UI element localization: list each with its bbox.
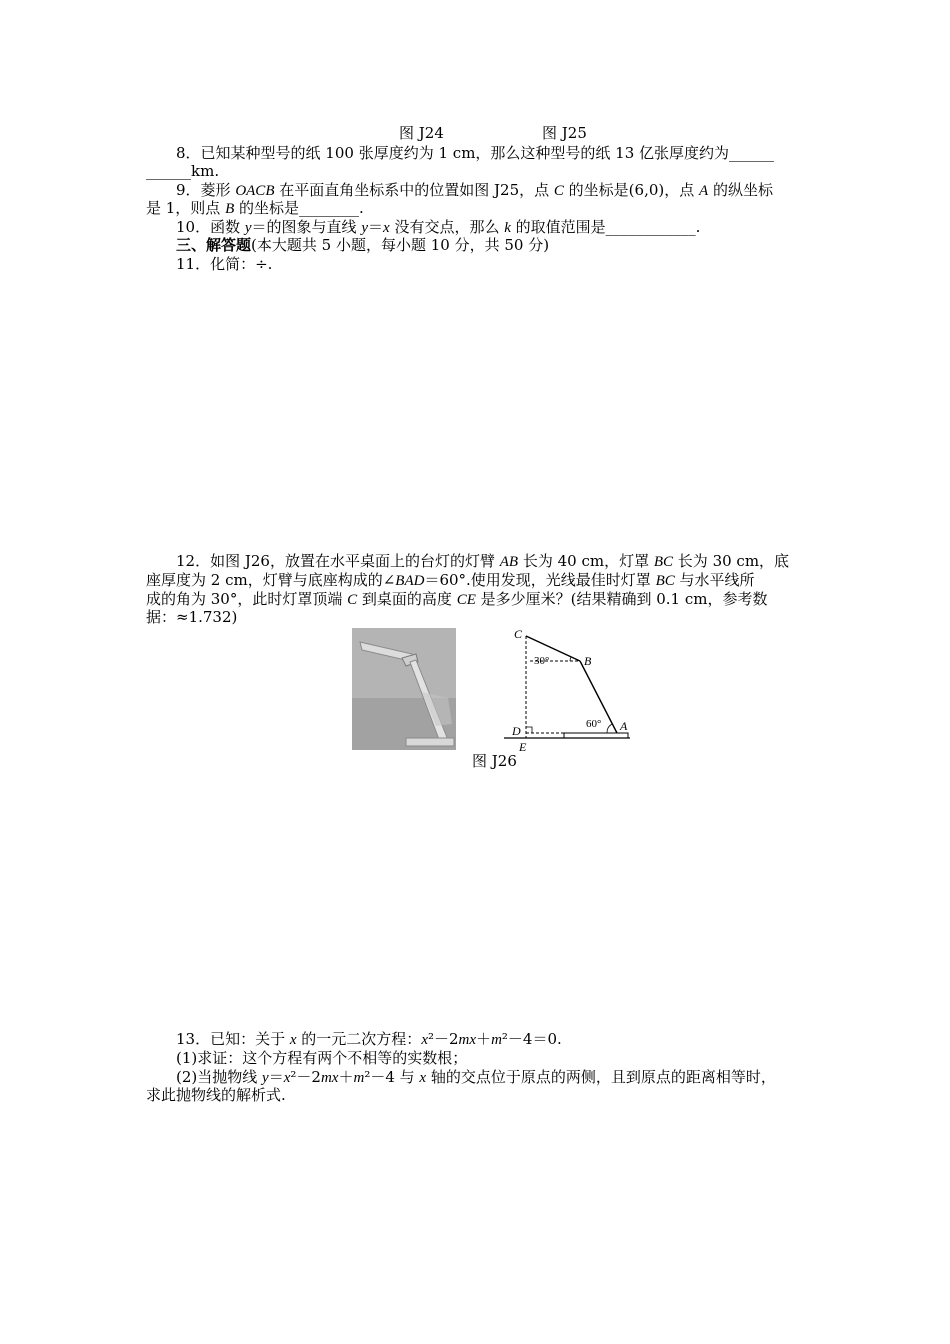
right-angle-mark — [526, 727, 532, 733]
question-12-line-4: 据：≈1.732) — [146, 608, 238, 626]
question-11: 11．化简：÷. — [176, 255, 273, 273]
label-e: E — [519, 740, 527, 754]
geometry-figure — [500, 624, 640, 754]
question-8-line-2: ______km. — [146, 162, 220, 180]
label-a: A — [620, 719, 628, 733]
section-3-note: (本大题共 5 小题，每小题 10 分，共 50 分) — [251, 236, 550, 254]
question-9-line-2: 是 1，则点 B 的坐标是________. — [146, 199, 364, 217]
question-10: 10．函数 y＝的图象与直线 y＝x 没有交点，那么 k 的取值范围是____________. — [176, 218, 701, 236]
question-8-line-1: 8．已知某种型号的纸 100 张厚度约为 1 cm，那么这种型号的纸 13 亿张厚度约为______ — [176, 144, 775, 162]
figure-caption-j24: 图 J24 — [399, 124, 444, 142]
question-12-line-1: 12．如图 J26，放置在水平桌面上的台灯的灯臂 AB 长为 40 cm，灯罩 BC 长为 30 cm，底 — [176, 552, 790, 570]
question-13-line-1: 13．已知：关于 x 的一元二次方程：x²－2mx＋m²－4＝0. — [176, 1030, 562, 1048]
question-12-line-2: 座厚度为 2 cm，灯臂与底座构成的∠BAD＝60°.使用发现，光线最佳时灯罩 BC 与水平线所 — [146, 571, 755, 589]
label-d: D — [512, 724, 521, 738]
question-13-part-2-line-2: 求此抛物线的解析式. — [146, 1086, 286, 1104]
label-angle-30: 30° — [534, 655, 550, 667]
desk-lamp-photo — [352, 628, 456, 750]
question-12-line-3: 成的角为 30°，此时灯罩顶端 C 到桌面的高度 CE 是多少厘米？(结果精确到 0.1 cm，参考数 — [146, 590, 768, 608]
label-angle-60: 60° — [586, 718, 602, 730]
angle-arc-60 — [607, 724, 612, 733]
lamp-base — [564, 733, 628, 738]
section-3-title: 三、解答题 — [176, 236, 252, 254]
label-b: B — [584, 654, 592, 668]
lamp-geometry-diagram — [500, 624, 640, 754]
desk-lamp-photo-drawing — [352, 628, 456, 750]
question-13-part-2-line-1: (2)当抛物线 y＝x²－2mx＋m²－4 与 x 轴的交点位于原点的两侧，且到原点的距离相等时， — [176, 1068, 776, 1086]
question-13-part-1: (1)求证：这个方程有两个不相等的实数根； — [176, 1049, 468, 1067]
figure-caption-j26: 图 J26 — [472, 752, 517, 770]
section-3-heading — [176, 236, 549, 254]
label-c: C — [514, 627, 523, 641]
figure-caption-j25: 图 J25 — [542, 124, 587, 142]
angle-arc-30 — [570, 657, 571, 661]
question-9-line-1: 9．菱形 OACB 在平面直角坐标系中的位置如图 J25，点 C 的坐标是(6,0)，点 A 的纵坐标 — [176, 181, 773, 199]
